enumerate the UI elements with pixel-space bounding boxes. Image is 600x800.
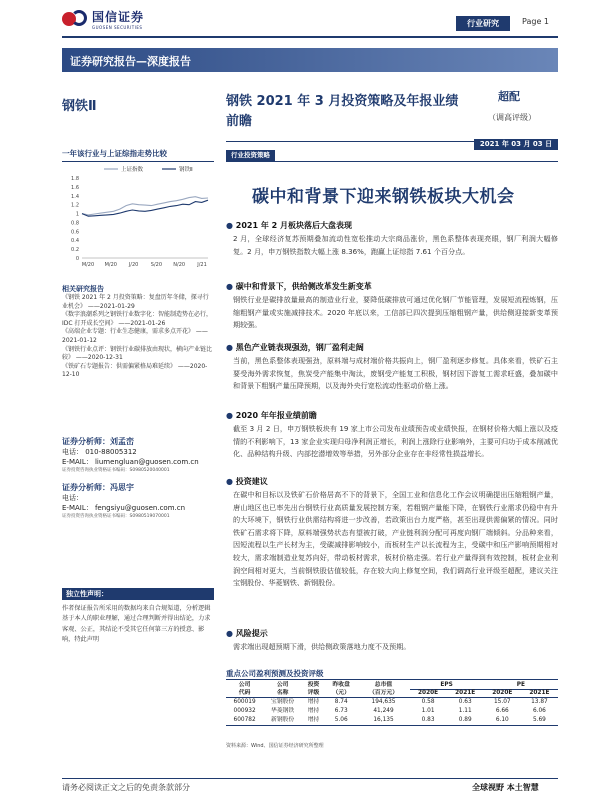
report-type-tag: 行业研究 xyxy=(456,16,510,31)
section-4 xyxy=(226,410,558,461)
trend-chart-svg xyxy=(62,162,214,272)
chart-header: 一年该行业与上证综指走势比较 xyxy=(62,148,214,162)
bullet-icon: ● xyxy=(226,343,236,352)
table-row xyxy=(226,707,558,716)
footer-disclaimer: 请务必阅读正文之后的免责条款部分 xyxy=(62,783,190,792)
analyst-phone: 电话： 010-88005312 xyxy=(62,448,137,456)
bullet-icon: ● xyxy=(226,221,236,230)
table-header: 2020E xyxy=(484,690,521,698)
section-body: 截至 3 月 2 日，申万钢铁板块有 19 家上市公司发布业绩预告或业绩快报，在钢材价格大幅上涨以及疫情的不利影响下，13 家企业实现归母净利润正增长，利润上涨除行业影响外，主要可归功于成本削减优化、品种结构升级、内部挖潜增效等举措，另外部分企业存在非经常性损益增长。 xyxy=(233,424,558,459)
x-tick-label: M/20 xyxy=(104,262,117,268)
table-cell: 0.63 xyxy=(458,699,472,705)
y-tick-label: 0.8 xyxy=(71,220,79,227)
bullet-icon: ● xyxy=(226,282,236,291)
x-tick-label: N/20 xyxy=(173,262,186,268)
analyst-name: 证券分析师：刘孟峦 xyxy=(62,437,134,446)
table-cell: 1.01 xyxy=(421,708,435,714)
header-divider xyxy=(62,36,558,38)
table-header: EPS xyxy=(410,682,484,690)
footer-divider xyxy=(62,778,558,779)
analyst-cert: 证券投资咨询执业资格证书编码：S0980519070001 xyxy=(62,514,170,519)
section-title: 碳中和背景下，供给侧改革发生新变革 xyxy=(235,282,372,291)
rating: 超配 xyxy=(498,90,520,103)
section-title: 风险提示 xyxy=(235,629,268,638)
section-title: 黑色产业链表现强劲，钢厂盈利走阔 xyxy=(235,343,364,352)
category-divider xyxy=(226,161,558,162)
table-cell: 增持 xyxy=(307,708,320,714)
y-tick-label: 1.4 xyxy=(71,193,79,200)
section-body: 2 月，全球经济复苏预期叠加流动性宽松推动大宗商品涨价，黑色系整体表现亮眼，钢厂利润大幅修复。2 月，申万钢铁指数大幅上涨 8.36%，跑赢上证综指 7.61 个百分点。 xyxy=(233,234,558,256)
table-header: 名称 xyxy=(263,690,302,698)
section-5 xyxy=(226,476,558,590)
y-tick-label: 1.6 xyxy=(71,184,79,191)
table-cell: 0.83 xyxy=(421,717,435,723)
related-report-item[interactable]: 《钢铁 2021 年 2 月投资策略：复盘历年冬储，探寻行业机会》 ——2021-01-29 xyxy=(62,294,209,310)
table-cell: 6.73 xyxy=(334,708,348,714)
table-cell: 0.89 xyxy=(458,717,472,723)
analyst-2 xyxy=(62,482,214,520)
table-header: 评级 xyxy=(302,690,325,698)
section-3 xyxy=(226,342,558,393)
trend-chart xyxy=(62,162,214,272)
logo-icon xyxy=(62,8,88,30)
report-band xyxy=(62,48,558,72)
y-tick-label: 0 xyxy=(75,256,79,262)
analyst-email[interactable]: E-MAIL： liumengluan@guosen.com.cn xyxy=(62,458,199,466)
table-cell: 600782 xyxy=(233,717,256,723)
section-1 xyxy=(226,220,558,258)
analyst-phone: 电话： xyxy=(62,494,83,502)
independence-statement: 作者保证报告所采用的数据均来自合规渠道，分析逻辑基于本人的职业理解，通过合理判断并得出结论，力求客观、公正，其结论不受其它任何第三方的授意、影响，特此声明 xyxy=(62,605,211,644)
analyst-email[interactable]: E-MAIL： fengsiyu@guosen.com.cn xyxy=(62,504,186,512)
table-cell: 13.87 xyxy=(531,699,548,705)
brand-name-en: GUOSEN SECURITIES xyxy=(92,25,143,30)
x-tick-label: J/20 xyxy=(128,262,139,268)
section-body: 需求端出现超预期下滑，供给侧政策落地力度不及预期。 xyxy=(233,642,411,651)
rating-change: （调高评级） xyxy=(488,113,536,122)
legend-label: 钢铁Ⅱ xyxy=(179,167,193,173)
table-cell: 6.10 xyxy=(495,717,509,723)
y-tick-label: 0.4 xyxy=(71,238,79,245)
section-body: 钢铁行业是碳排放量最高的制造业行业，要降低碳排放可通过优化钢厂节能管理，发展短流程炼钢，压缩粗钢产量或实施减排技术。2020 年底以来，工信部已四次提到压缩粗钢产量，供给侧迎接新变革预期较强。 xyxy=(233,295,558,330)
x-tick-label: M/20 xyxy=(81,262,95,268)
table-cell: 华菱钢铁 xyxy=(271,708,295,714)
analyst-name: 证券分析师：冯思宇 xyxy=(62,483,134,492)
earnings-table xyxy=(226,682,558,726)
related-reports-title: 相关研究报告 xyxy=(62,285,104,293)
table-cell: 194,635 xyxy=(371,699,396,705)
bullet-icon: ● xyxy=(226,411,236,420)
table-cell: 15.07 xyxy=(493,699,511,705)
table-row xyxy=(226,698,558,708)
related-report-item[interactable]: 《高端企业专题：行业生态健康，需求多点开花》 ——2021-01-12 xyxy=(62,328,208,344)
section-6 xyxy=(226,628,558,654)
table-cell: 600019 xyxy=(233,699,256,705)
table-header: 公司 xyxy=(238,682,251,689)
table-header: 2021E xyxy=(447,690,484,698)
y-tick-label: 1.2 xyxy=(71,202,79,209)
table-cell: 宝钢股份 xyxy=(271,699,295,705)
footer-slogan: 全球视野 本土智慧 xyxy=(472,783,539,792)
section-body: 在碳中和目标以及铁矿石价格居高不下的背景下，全国工业和信息化工作会议明确提出压缩粗钢产量，唐山地区也已率先出台钢铁行业高质量发展控制方案，若粗钢产量能下降，在钢铁行业需求仍稳中有升的大环境下，钢铁行业供需结构将进一步改善，若政策出台力度严格，甚至出现供需偏紧的情况。同时铁矿石需求将下降，原料端强势状态有望被打破，产业链利润分配可再度向钢厂端倾斜。分品种来看，因短流程以生产长材为主，受碳减排影响较小，而板材生产以长流程为主，受碳中和压产影响预期相对较大，需求端制造业复苏向好，带动板材需求，板材价格走强。若行业产量得到有效控制，板材企业利润空间相对更大，当前钢铁股估值较低，存在较大向上修复空间，我们调高行业评级至超配，建议关注宝钢股份、华菱钢铁、新钢股份。 xyxy=(233,490,558,588)
x-tick-label: J/21 xyxy=(197,262,207,268)
related-reports xyxy=(62,294,214,380)
table-header: 2021E xyxy=(521,690,558,698)
x-tick-label: S/20 xyxy=(150,262,163,268)
category-tag: 行业投资策略 xyxy=(226,150,275,161)
table-cell: 000932 xyxy=(233,708,256,714)
table-cell: 6.06 xyxy=(532,708,546,714)
brand-name: 国信证券 xyxy=(92,10,145,24)
table-cell: 增持 xyxy=(307,699,320,705)
section-title: 2020 年年报业绩前瞻 xyxy=(235,411,317,420)
table-cell: 新钢股份 xyxy=(271,717,295,723)
y-tick-label: 1.8 xyxy=(71,176,79,182)
table-cell: 5.06 xyxy=(334,717,348,723)
table-cell: 增持 xyxy=(307,717,320,723)
table-header: （百万元） xyxy=(357,690,409,698)
section-body: 当前，黑色系整体表现强劲，原料端与成材端价格共振向上，钢厂盈利逐步修复。具体来看，铁矿石主要受海外需求恢复，焦炭受产能集中淘汰，废钢受产能复工积极，钢材因下游复工需求旺盛，叠加碳中和背景下粗钢产量压降预期，以及海外央行宽松流动性驱动价格上涨。 xyxy=(233,356,558,391)
table-row xyxy=(226,716,558,726)
related-report-item[interactable]: 《钢铁行业点评：钢铁行业碳排放由现状，横向产业链比较》 ——2020-12-31 xyxy=(62,345,213,362)
section-2 xyxy=(226,281,558,332)
table-header: 投资 xyxy=(307,682,320,689)
analyst-cert: 证券投资咨询执业资格证书编码：S0980520040001 xyxy=(62,468,170,473)
brand-logo xyxy=(62,8,144,30)
series-line-2 xyxy=(82,200,208,216)
page-number: Page 1 xyxy=(522,17,549,26)
analyst-1 xyxy=(62,436,214,474)
related-report-item[interactable]: 《铁矿石专题报告：供需偏紧格局难延续》 ——2020-12-10 xyxy=(62,362,208,379)
table-header: （元） xyxy=(325,690,358,698)
table-header: 总市值 xyxy=(374,682,393,689)
table-header: 公司 xyxy=(276,682,289,689)
related-report-item[interactable]: 《数字浪潮系列之钢铁行业数字化：智能制造势在必行，IDC 打开成长空间》 ——2021-01-26 xyxy=(62,311,213,327)
y-tick-label: 0.2 xyxy=(71,247,79,254)
y-tick-label: 1 xyxy=(75,211,79,218)
section-title: 2021 年 2 月板块落后大盘表现 xyxy=(235,221,352,230)
table-cell: 0.58 xyxy=(421,699,435,705)
table-cell: 5.69 xyxy=(532,717,546,723)
table-title: 重点公司盈利预测及投资评级 xyxy=(226,669,324,678)
series-line-1 xyxy=(82,197,208,215)
table-cell: 41,249 xyxy=(373,708,394,714)
report-band-text: 证券研究报告—深度报告 xyxy=(70,55,191,68)
report-title: 钢铁 2021 年 3 月投资策略及年报业绩前瞻 xyxy=(226,94,459,129)
independence-title: 独立性声明： xyxy=(62,588,214,600)
table-divider xyxy=(226,679,558,680)
bullet-icon: ● xyxy=(226,477,236,486)
headline: 碳中和背景下迎来钢铁板块大机会 xyxy=(252,187,515,207)
table-header: 昨收盘 xyxy=(332,682,350,689)
table-cell: 1.11 xyxy=(458,708,472,714)
table-header: 2020E xyxy=(410,690,447,698)
bullet-icon: ● xyxy=(226,629,236,638)
table-cell: 6.66 xyxy=(495,708,509,714)
table-header: 代码 xyxy=(226,690,263,698)
table-header: PE xyxy=(484,682,558,690)
table-source: 资料来源：Wind、国信证券经济研究所整理 xyxy=(226,743,324,749)
y-tick-label: 0.6 xyxy=(71,229,79,236)
report-date: 2021 年 03 月 03 日 xyxy=(474,139,558,150)
table-cell: 16,135 xyxy=(373,717,394,723)
table-cell: 8.74 xyxy=(334,699,348,705)
section-title: 投资建议 xyxy=(235,477,268,486)
industry-name: 钢铁Ⅱ xyxy=(62,99,97,114)
legend-label: 上证指数 xyxy=(121,167,144,173)
